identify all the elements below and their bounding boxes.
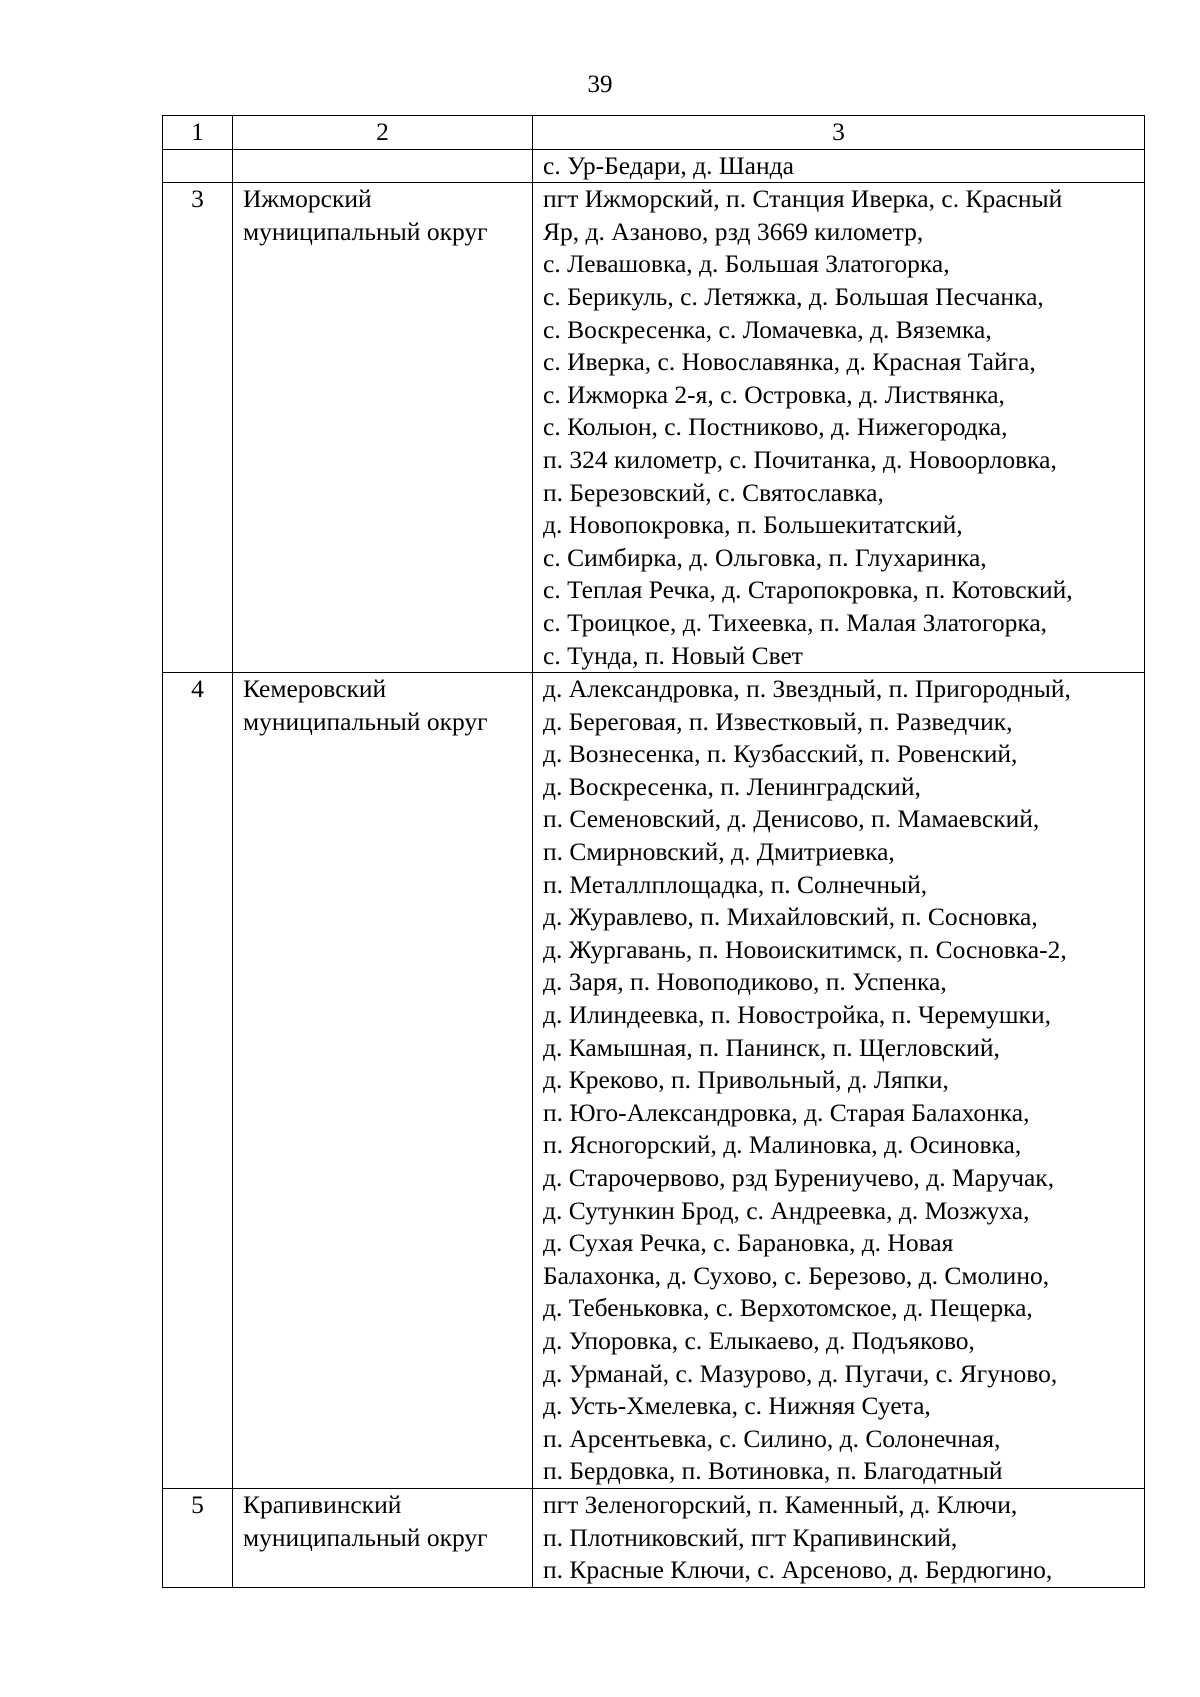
table-row <box>163 673 1145 1489</box>
locality-line: п. Семеновский, д. Денисово, п. Мамаевский, <box>543 804 1040 834</box>
table-row <box>163 183 1145 673</box>
locality-line: с. Теплая Речка, д. Старопокровка, п. Котовский, <box>543 575 1073 605</box>
row-number-cell: 5 <box>163 1488 233 1587</box>
district-name-line: муниципальный округ <box>243 706 488 736</box>
locality-line: с. Ижморка 2-я, с. Островка, д. Листвянка, <box>543 379 1005 409</box>
locality-line: п. Красные Ключи, с. Арсеново, д. Бердюгино, <box>543 1555 1053 1585</box>
locality-line: д. Упоровка, с. Елыкаево, д. Подъяково, <box>543 1325 975 1355</box>
localities-cell <box>533 149 1145 183</box>
locality-line: п. Плотниковский, пгт Крапивинский, <box>543 1522 958 1552</box>
locality-line: с. Симбирка, д. Ольговка, п. Глухаринка, <box>543 542 987 572</box>
locality-line: д. Старочервово, рзд Бурениучево, д. Маручак, <box>543 1163 1055 1192</box>
table-row <box>163 1488 1145 1587</box>
table-row <box>163 149 1145 183</box>
locality-line: д. Камышная, п. Панинск, п. Щегловский, <box>543 1032 1000 1062</box>
locality-line: д. Воскресенка, п. Ленинградский, <box>543 771 921 801</box>
locality-line: п. Березовский, с. Святославка, <box>543 477 884 507</box>
district-name-line: Ижморский <box>243 184 372 214</box>
locality-line: д. Новопокровка, п. Большекитатский, <box>543 510 963 540</box>
locality-line: Яр, д. Азаново, рзд 3669 километр, <box>543 216 924 246</box>
locality-line: п. Бердовка, п. Вотиновка, п. Благодатный <box>543 1456 1003 1486</box>
locality-line: с. Берикуль, с. Летяжка, д. Большая Песчанка, <box>543 281 1044 311</box>
locality-line: д. Илиндеевка, п. Новостройка, п. Черемушки, <box>543 1000 1051 1030</box>
header-cell-1: 1 <box>163 116 233 150</box>
page-number: 39 <box>587 71 613 98</box>
locality-line: п. Смирновский, д. Дмитриевка, <box>543 837 895 867</box>
locality-line: п. 324 километр, с. Почитанка, д. Новоорловка, <box>543 444 1057 474</box>
localities-table <box>162 115 1145 1588</box>
district-name-line: муниципальный округ <box>243 216 488 246</box>
locality-line: д. Заря, п. Новоподиково, п. Успенка, <box>543 967 947 997</box>
locality-line: с. Левашовка, д. Большая Златогорка, <box>543 249 950 279</box>
locality-line: с. Колыон, с. Постниково, д. Нижегородка, <box>543 412 1008 442</box>
locality-line: д. Журавлево, п. Михайловский, п. Сосновка, <box>543 902 1038 932</box>
locality-line: с. Воскресенка, с. Ломачевка, д. Вяземка, <box>543 314 992 344</box>
row-number-cell: 3 <box>163 183 233 673</box>
table-header-row <box>163 116 1145 150</box>
row-number-cell: 4 <box>163 673 233 1489</box>
locality-line: пгт Ижморский, п. Станция Иверка, с. Красный <box>543 184 1063 214</box>
district-name-line: муниципальный округ <box>243 1522 488 1552</box>
district-cell <box>233 183 533 673</box>
localities-cell <box>533 1488 1145 1587</box>
district-name-line: Кемеровский <box>243 674 387 704</box>
locality-line: Балахонка, д. Сухово, с. Березово, д. Смолино, <box>543 1260 1050 1290</box>
locality-line: п. Металлплощадка, п. Солнечный, <box>543 869 928 899</box>
district-cell <box>233 1488 533 1587</box>
locality-line: д. Урманай, с. Мазурово, д. Пугачи, с. Ягуново, <box>543 1358 1058 1388</box>
header-cell-2: 2 <box>233 116 533 150</box>
locality-line: п. Арсентьевка, с. Силино, д. Солонечная, <box>543 1423 1001 1453</box>
locality-line: д. Тебеньковка, с. Верхотомское, д. Пещерка, <box>543 1293 1033 1323</box>
locality-line: д. Сухая Речка, с. Барановка, д. Новая <box>543 1228 954 1258</box>
locality-line: д. Креково, п. Привольный, д. Ляпки, <box>543 1065 949 1095</box>
locality-line: с. Троицкое, д. Тихеевка, п. Малая Златогорка, <box>543 607 1048 637</box>
locality-line: д. Усть-Хмелевка, с. Нижняя Суета, <box>543 1391 931 1421</box>
locality-line: п. Ясногорский, д. Малиновка, д. Осиновка, <box>543 1130 1022 1160</box>
district-cell <box>233 149 533 183</box>
district-name-line: Крапивинский <box>243 1489 402 1519</box>
locality-line: с. Тунда, п. Новый Свет <box>543 640 803 670</box>
header-cell-3: 3 <box>533 116 1145 150</box>
locality-line: д. Александровка, п. Звездный, п. Пригородный, <box>543 674 1071 704</box>
locality-line: д. Сутункин Брод, с. Андреевка, д. Мозжуха, <box>543 1195 1030 1225</box>
locality-line: п. Юго-Александровка, д. Старая Балахонка, <box>543 1097 1030 1127</box>
locality-line: д. Вознесенка, п. Кузбасский, п. Ровенский, <box>543 739 1018 769</box>
locality-line: д. Жургавань, п. Новоискитимск, п. Сосновка-2, <box>543 934 1067 964</box>
localities-cell <box>533 673 1145 1489</box>
locality-line: пгт Зеленогорский, п. Каменный, д. Ключи, <box>543 1489 1018 1519</box>
table-body <box>163 116 1145 1588</box>
locality-line: с. Ур-Бедари, д. Шанда <box>543 150 794 180</box>
locality-line: д. Береговая, п. Известковый, п. Разведчик, <box>543 706 1013 736</box>
locality-line: с. Иверка, с. Новославянка, д. Красная Тайга, <box>543 347 1036 377</box>
row-number-cell <box>163 149 233 183</box>
district-cell <box>233 673 533 1489</box>
localities-cell <box>533 183 1145 673</box>
